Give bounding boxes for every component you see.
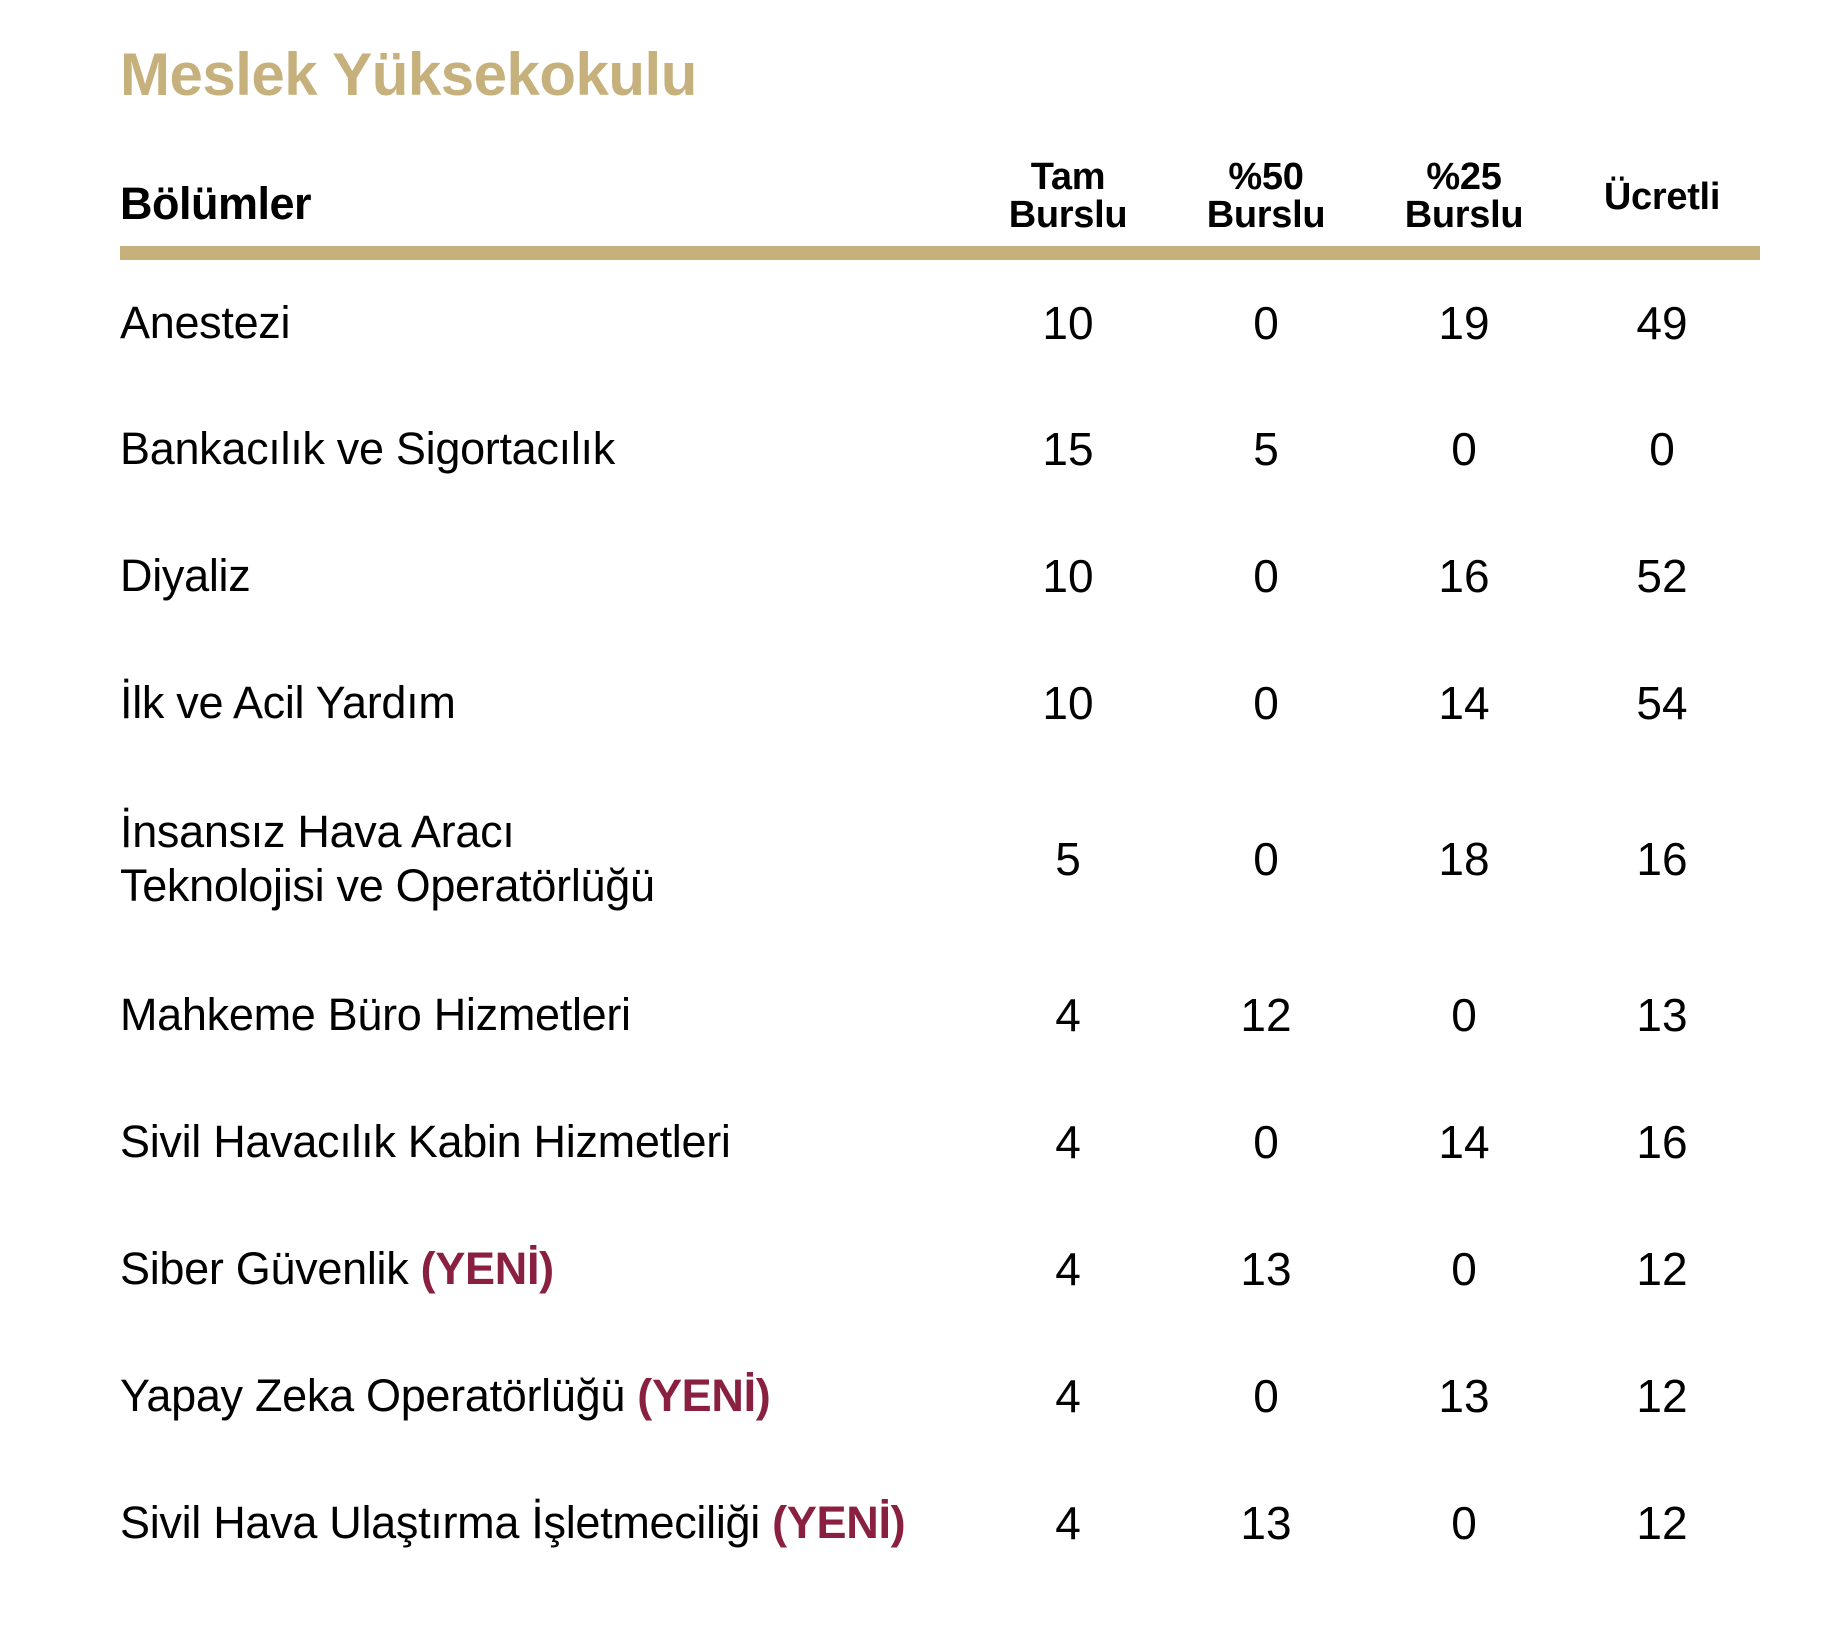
department-name — [120, 805, 655, 913]
department-name — [120, 988, 631, 1042]
quota-value: 13 — [1636, 989, 1688, 1041]
department-name — [120, 422, 615, 476]
quota-value: 52 — [1636, 550, 1688, 602]
quota-value: 0 — [1451, 423, 1477, 475]
quota-value: 12 — [1240, 989, 1292, 1041]
quota-value: 4 — [1055, 989, 1081, 1041]
header-divider — [120, 246, 1760, 260]
quota-value: 0 — [1253, 1116, 1279, 1168]
quota-value: 14 — [1438, 677, 1490, 729]
department-name-text: İnsansız Hava Aracı — [120, 806, 515, 857]
department-name-text: İlk ve Acil Yardım — [120, 677, 456, 728]
quota-value: 0 — [1253, 297, 1279, 349]
header-label-line2: Burslu — [1008, 194, 1128, 236]
quota-value: 4 — [1055, 1243, 1081, 1295]
quota-value: 0 — [1253, 677, 1279, 729]
quota-value: 14 — [1438, 1116, 1490, 1168]
quota-value: 5 — [1253, 423, 1279, 475]
department-name-text: Sivil Hava Ulaştırma İşletmeciliği — [120, 1497, 760, 1548]
quota-value: 15 — [1042, 423, 1094, 475]
department-name — [120, 676, 456, 730]
quota-value: 10 — [1042, 550, 1094, 602]
quota-value: 4 — [1055, 1497, 1081, 1549]
department-name-text: Sivil Havacılık Kabin Hizmetleri — [120, 1116, 731, 1167]
quota-value: 0 — [1253, 1370, 1279, 1422]
department-name-text: Diyaliz — [120, 550, 251, 601]
header-label-line2: Burslu — [1206, 194, 1326, 236]
header-50-scholarship — [1176, 158, 1356, 234]
department-name-text: Mahkeme Büro Hizmetleri — [120, 989, 631, 1040]
department-name — [120, 549, 250, 603]
header-paid — [1572, 178, 1752, 216]
quota-value: 0 — [1451, 989, 1477, 1041]
quota-value: 10 — [1042, 297, 1094, 349]
quota-value: 0 — [1253, 833, 1279, 885]
department-name — [120, 1242, 554, 1296]
table-header — [120, 158, 1760, 246]
header-label-line1: Ücretli — [1603, 176, 1721, 218]
quota-value: 0 — [1451, 1243, 1477, 1295]
quota-value: 10 — [1042, 677, 1094, 729]
header-full-scholarship — [978, 158, 1158, 234]
page-title: Meslek Yüksekokulu — [120, 41, 697, 108]
new-badge: (YENİ) — [420, 1243, 554, 1294]
quota-value: 54 — [1636, 677, 1688, 729]
header-label-line2: Burslu — [1404, 194, 1524, 236]
department-name — [120, 296, 290, 350]
quota-value: 19 — [1438, 297, 1490, 349]
quota-value: 0 — [1253, 550, 1279, 602]
department-name-text: Anestezi — [120, 297, 291, 348]
department-name-text-line2: Teknolojisi ve Operatörlüğü — [120, 860, 655, 911]
quota-value: 12 — [1636, 1497, 1688, 1549]
quota-value: 13 — [1438, 1370, 1490, 1422]
quota-value: 4 — [1055, 1116, 1081, 1168]
header-25-scholarship — [1374, 158, 1554, 234]
quota-value: 5 — [1055, 833, 1081, 885]
quota-value: 18 — [1438, 833, 1490, 885]
department-name-text: Bankacılık ve Sigortacılık — [120, 423, 615, 474]
header-label-line1: %25 — [1426, 156, 1502, 198]
new-badge: (YENİ) — [772, 1497, 906, 1548]
quota-value: 13 — [1240, 1243, 1292, 1295]
department-name — [120, 1496, 905, 1550]
department-name-text: Yapay Zeka Operatörlüğü — [120, 1370, 626, 1421]
quota-value: 12 — [1636, 1243, 1688, 1295]
quota-value: 4 — [1055, 1370, 1081, 1422]
quota-value: 49 — [1636, 297, 1688, 349]
quota-value: 16 — [1438, 550, 1490, 602]
quota-value: 0 — [1451, 1497, 1477, 1549]
department-name — [120, 1369, 770, 1423]
department-name-text: Siber Güvenlik — [120, 1243, 409, 1294]
header-label-line1: Tam — [1030, 156, 1106, 198]
quota-value: 13 — [1240, 1497, 1292, 1549]
quota-value: 0 — [1649, 423, 1675, 475]
new-badge: (YENİ) — [637, 1370, 771, 1421]
header-departments: Bölümler — [120, 178, 312, 229]
quota-value: 12 — [1636, 1370, 1688, 1422]
department-name — [120, 1115, 731, 1169]
header-label-line1: %50 — [1228, 156, 1304, 198]
quota-value: 16 — [1636, 833, 1688, 885]
quota-value: 16 — [1636, 1116, 1688, 1168]
